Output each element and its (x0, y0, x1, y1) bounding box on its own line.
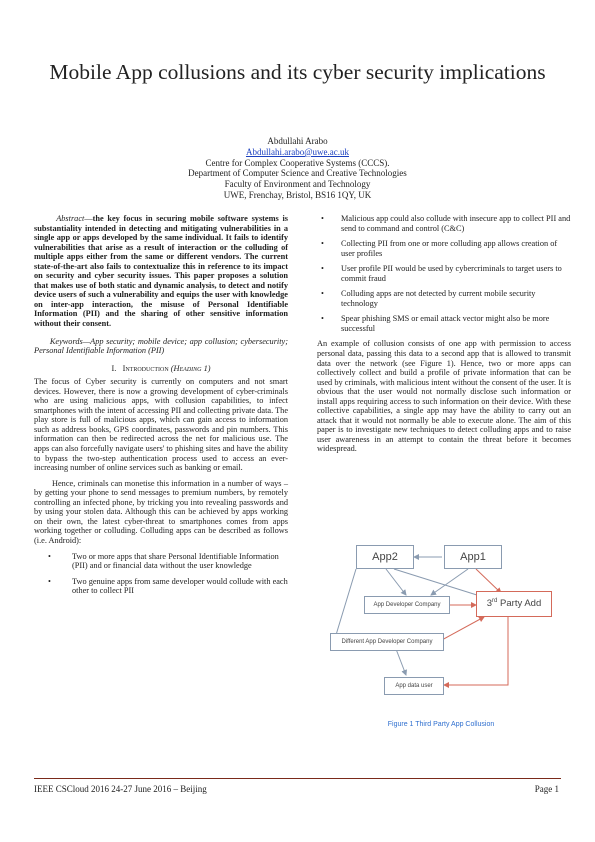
third-party-label: 3rd Party Add (486, 598, 542, 610)
section-title: Introduction (122, 363, 169, 373)
affiliation-line: UWE, Frenchay, Bristol, BS16 1QY, UK (223, 189, 372, 200)
footer-conference: IEEE CSCloud 2016 24-27 June 2016 – Beijing (34, 784, 207, 794)
keywords-text: App security; mobile device; app collusion; cybersecurity; Personal Identifiable Information (PII) (34, 336, 288, 356)
author-block (100, 136, 495, 201)
app-data-user-node: App data user (384, 677, 444, 695)
left-column (34, 214, 288, 602)
abstract: Abstract—the key focus in securing mobile software systems is substantiality intended in detecting and mitigating vulnerabilities in a single app or apps developed by the same individual. It fails to identify vulnerabilities that arise as a result of interaction or the colluding of multiple apps either from the same or different vendors. The current state-of-the-art also fails to contextualize this in reference to its impact on security and cyber security issues. This paper proposes a solution that makes use of both static and dynamic analysis, to detect and notify device users of such a vulnerability and equips the user with knowledge on inter-app interaction, the misuse of Personal Identifiable Information (PII) and the sharing of other sensitive information without their consent. (34, 214, 288, 329)
collusion-list-right (317, 214, 571, 333)
list-item: • Collecting PII from one or more colluding app allows creation of user profiles (321, 239, 558, 258)
third-party-node (476, 591, 552, 617)
author-email-link[interactable]: Abdullahi.arabo@uwe.ac.uk (245, 146, 349, 157)
affiliation-line: Faculty of Environment and Technology (224, 179, 371, 190)
footer-divider (34, 778, 561, 779)
list-item: • Two genuine apps from same developer would collude with each other to collect PII (48, 576, 288, 596)
intro-paragraph-3: An example of collusion consists of one app with permission to access personal data, passing this data to a second app that is allowed to transmit data over the network (see Figure 1). Hence, two or more apps can collectively collect and build a profile of private information that can be used by criminals, with malicious intent without the consent of the user. It is obvious that the user would not normally disclose such information or install apps requiring access to such information on their device. With these collective capabilities, a single app may have the ability to carry out an attack that it would not normally be able to execute alone. The aim of this paper is to investigate new techniques to detect colluding apps and to raise user awareness in an attempt to contain the threat before it becomes widespread. (317, 339, 571, 454)
intro-paragraph-1: The focus of Cyber security is currently on computers and not smart devices. However, there is now a growing development of cyber-criminals who are using malicious apps, with collusion capabilities, to infect smartphones with the intent of accessing PII and collecting private data. The play store is full of malicious apps, which can gain access to information such as address books, GPS coordinates, passwords and pin numbers. This information can then be redirected across the net for malicious use. The apps can also forcefully navigate users' to phishing sites and have the ability to bypass the two-step authentication process used to access an ever-increasing number of online services such as banking or email. (34, 377, 288, 473)
author-name: Abdullahi Arabo (267, 136, 328, 146)
keywords-label: Keywords (49, 336, 83, 346)
paper-title: Mobile App collusions and its cyber security implications (49, 60, 546, 84)
figure-1-diagram (316, 525, 566, 720)
abstract-text: the key focus in securing mobile software systems is substantiality intended in detecting and mitigating vulnerabilities in a single app or apps developed by the same individual. It fails to identify vulnerabilities that arise as a result of interaction or the colluding of multiple apps either from the same or different vendors. The current state-of-the-art also fails to contextualize this in reference to its impact on security and cyber security issues. This paper proposes a solution that makes use of both static and dynamic analysis, to detect and notify device users of such a vulnerability and equips the user with knowledge on inter-app interaction, the misuse of Personal Identifiable Information (PII) and the sharing of other sensitive information without their consent. (34, 214, 288, 329)
section-note: (Heading 1) (170, 363, 211, 373)
list-item: • Malicious app could also collude with insecure app to collect PII and send to command and control (C&C) (321, 214, 571, 233)
list-item: • User profile PII would be used by cybercriminals to target users to commit fraud (321, 264, 562, 283)
figure-caption: Figure 1 Third Party App Collusion (387, 721, 495, 728)
list-item: • Colluding apps are not detected by current mobile security technology (321, 289, 536, 308)
developer-node: App Developer Company (364, 596, 450, 614)
collusion-list-left (34, 552, 288, 596)
app1-node: App1 (444, 545, 502, 569)
list-item: • Spear phishing SMS or email attack vector might also be more successful (321, 314, 550, 333)
affiliation-line: Department of Computer Science and Creative Technologies (188, 168, 407, 179)
section-number: I. (111, 363, 117, 373)
affiliation-line: Centre for Complex Cooperative Systems (CCCS). (205, 157, 390, 168)
footer-page-number: Page 1 (534, 784, 559, 794)
right-column (317, 214, 571, 454)
app2-node: App2 (356, 545, 414, 569)
different-developer-node: Different App Developer Company (330, 633, 444, 651)
keywords: Keywords—App security; mobile device; app collusion; cybersecurity; Personal Identifiable Information (PII) (34, 336, 288, 356)
section-heading (34, 364, 288, 374)
intro-paragraph-2: Hence, criminals can monetise this information in a number of ways – by getting your phone to send messages to premium numbers, by remotely controlling an infected phone, by tricking you into revealing passwords and by using your stolen data. Although this can be achieved by apps working on their own, the latest cyber-threat to smartphones comes from apps working together or colluding. Colluding apps can be described as follows (i.e. Android): (34, 478, 288, 545)
abstract-label: Abstract (56, 214, 85, 223)
list-item: • Two or more apps that share Personal Identifiable Information (PII) and or financial data without the user knowledge (48, 551, 279, 571)
